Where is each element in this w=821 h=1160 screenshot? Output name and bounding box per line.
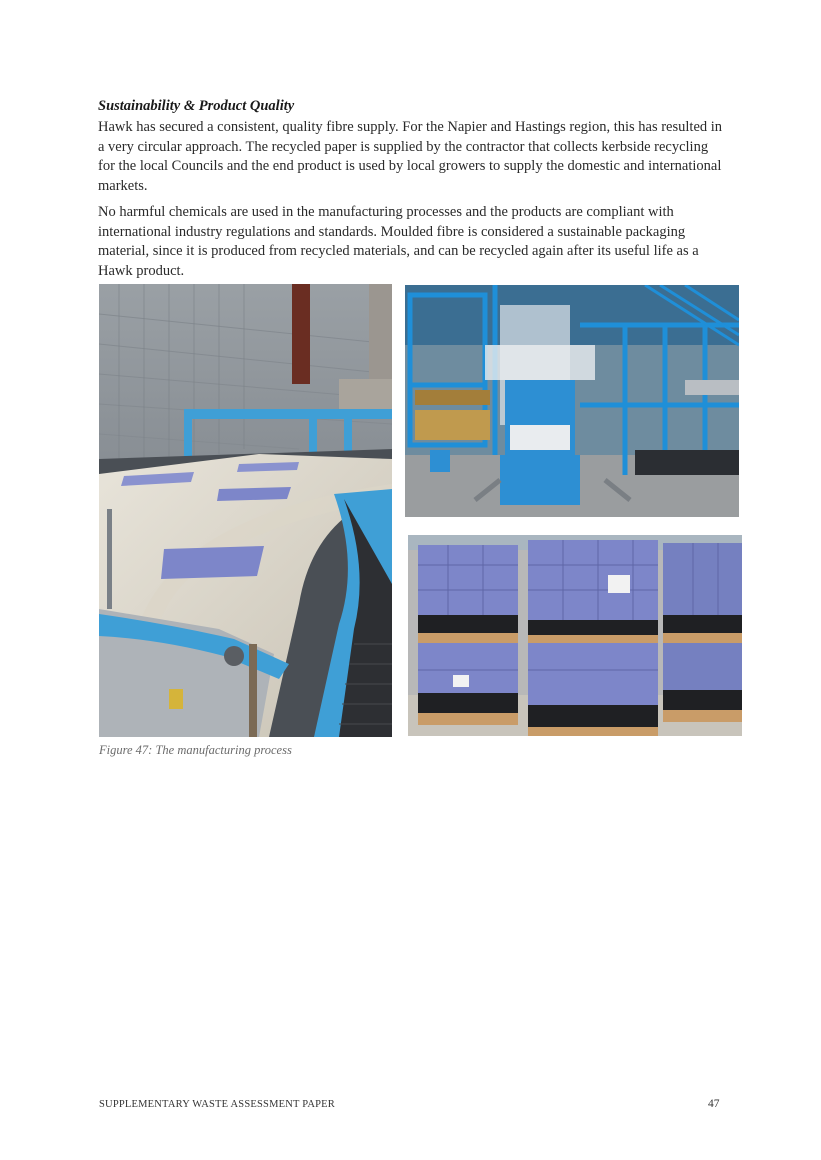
footer-title: SUPPLEMENTARY WASTE ASSESSMENT PAPER: [99, 1099, 335, 1110]
paragraph-fibre-supply: Hawk has secured a consistent, quality fibre supply. For the Napier and Hastings region, this has resulted in a very circular approach. The recycled paper is supplied by the contractor that collects kerbside recycling for the local Councils and the end product is used by local growers to supply the domestic and international markets.: [98, 119, 723, 194]
moulding-machine-photo: [405, 285, 739, 517]
page-number: 47: [708, 1098, 720, 1110]
paragraph-sustainable-material: No harmful chemicals are used in the manufacturing processes and the products are compliant with international industry regulations and standards. Moulded fibre is considered a sustainable packaging material, since it is produced from recycled materials, and can be recycled again after its useful life as a Hawk product.: [98, 204, 699, 279]
pallets-photo: [408, 535, 742, 736]
figure-caption: Figure 47: The manufacturing process: [99, 743, 292, 757]
section-heading: Sustainability & Product Quality: [98, 98, 295, 114]
conveyor-photo: [99, 284, 392, 737]
